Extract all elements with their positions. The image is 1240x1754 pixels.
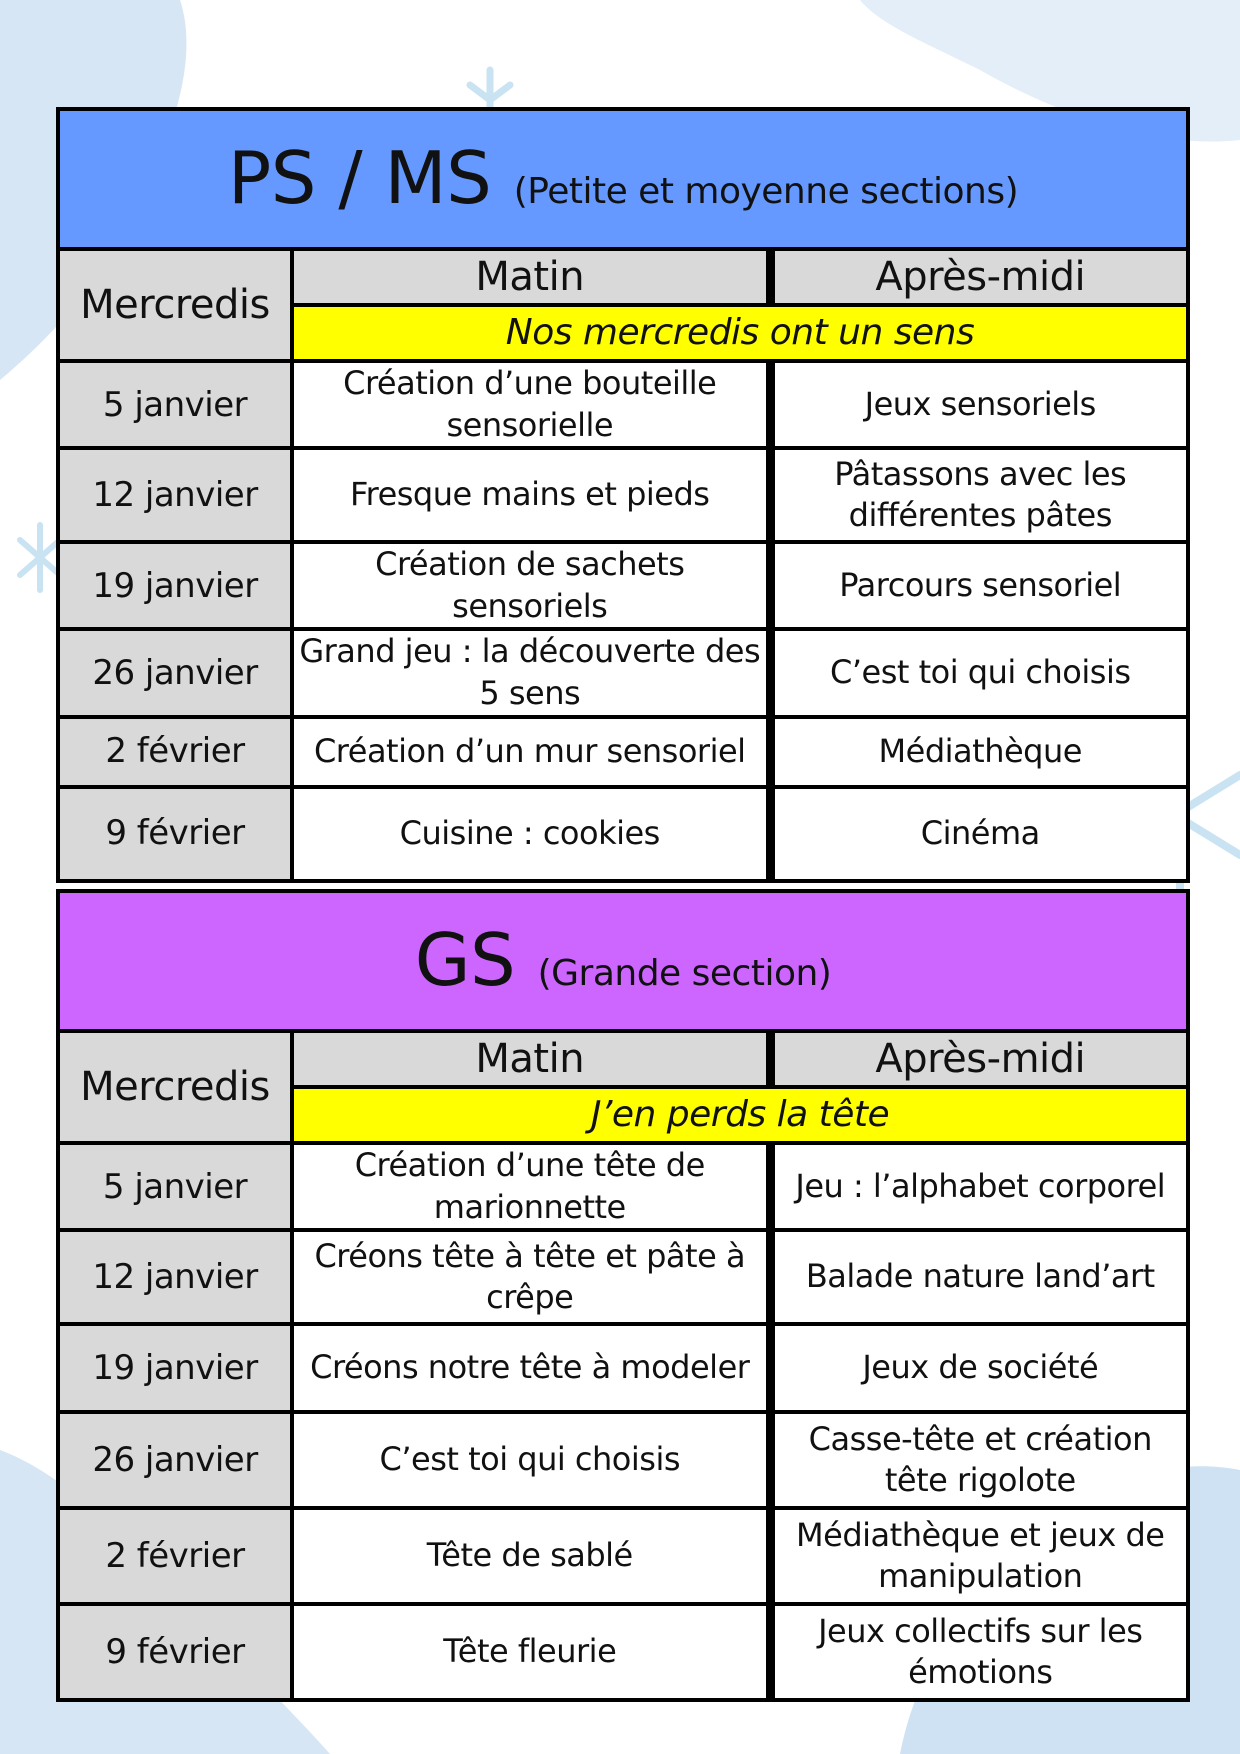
day-column-header: Mercredis [58, 249, 292, 361]
afternoon-activity: Parcours sensoriel [770, 542, 1188, 629]
schedule-table-ps-ms [56, 107, 1190, 883]
section-header-row [58, 109, 1188, 249]
morning-column-header: Matin [292, 1031, 770, 1087]
theme-banner: J’en perds la tête [292, 1087, 1188, 1143]
date-cell: 26 janvier [58, 629, 292, 716]
afternoon-activity: C’est toi qui choisis [770, 629, 1188, 716]
date-cell: 5 janvier [58, 361, 292, 448]
date-cell: 12 janvier [58, 448, 292, 542]
section-title-main: GS [414, 918, 516, 1003]
date-cell: 19 janvier [58, 1324, 292, 1412]
table-row [58, 1508, 1188, 1604]
table-row [58, 787, 1188, 881]
date-cell: 19 janvier [58, 542, 292, 629]
afternoon-column-header: Après-midi [770, 1031, 1188, 1087]
date-cell: 2 février [58, 717, 292, 787]
table-row [58, 361, 1188, 448]
morning-activity: Cuisine : cookies [292, 787, 770, 881]
table-row [58, 542, 1188, 629]
date-cell: 5 janvier [58, 1143, 292, 1230]
afternoon-activity: Médiathèque et jeux de manipulation [770, 1508, 1188, 1604]
date-cell: 2 février [58, 1508, 292, 1604]
morning-activity: Créons notre tête à modeler [292, 1324, 770, 1412]
afternoon-activity: Pâtassons avec les différentes pâtes [770, 448, 1188, 542]
snowflake-icon-top [470, 70, 510, 110]
table-row [58, 1230, 1188, 1324]
date-cell: 9 février [58, 787, 292, 881]
afternoon-activity: Médiathèque [770, 717, 1188, 787]
section-subtitle: (Grande section) [537, 953, 832, 995]
section-title [58, 891, 1188, 1031]
morning-activity: Création d’un mur sensoriel [292, 717, 770, 787]
morning-activity: C’est toi qui choisis [292, 1412, 770, 1508]
table-row [58, 1143, 1188, 1230]
day-column-header: Mercredis [58, 1031, 292, 1143]
morning-activity: Création de sachets sensoriels [292, 542, 770, 629]
afternoon-activity: Casse-tête et création tête rigolote [770, 1412, 1188, 1508]
table-row [58, 448, 1188, 542]
morning-activity: Tête fleurie [292, 1604, 770, 1700]
section-title-main: PS / MS [227, 136, 492, 221]
morning-activity: Tête de sablé [292, 1508, 770, 1604]
section-subtitle: (Petite et moyenne sections) [513, 171, 1019, 213]
date-cell: 26 janvier [58, 1412, 292, 1508]
morning-column-header: Matin [292, 249, 770, 305]
afternoon-activity: Balade nature land’art [770, 1230, 1188, 1324]
table-row [58, 629, 1188, 716]
table-row [58, 1604, 1188, 1700]
afternoon-activity: Jeu : l’alphabet corporel [770, 1143, 1188, 1230]
afternoon-activity: Jeux de société [770, 1324, 1188, 1412]
column-header-row [58, 249, 1188, 305]
morning-activity: Création d’une tête de marionnette [292, 1143, 770, 1230]
schedule-table-gs [56, 889, 1190, 1702]
morning-activity: Fresque mains et pieds [292, 448, 770, 542]
date-cell: 12 janvier [58, 1230, 292, 1324]
section-title [58, 109, 1188, 249]
date-cell: 9 février [58, 1604, 292, 1700]
morning-activity: Création d’une bouteille sensorielle [292, 361, 770, 448]
afternoon-activity: Jeux collectifs sur les émotions [770, 1604, 1188, 1700]
section-header-row [58, 891, 1188, 1031]
table-row [58, 1324, 1188, 1412]
table-row [58, 1412, 1188, 1508]
afternoon-column-header: Après-midi [770, 249, 1188, 305]
morning-activity: Créons tête à tête et pâte à crêpe [292, 1230, 770, 1324]
morning-activity: Grand jeu : la découverte des 5 sens [292, 629, 770, 716]
afternoon-activity: Cinéma [770, 787, 1188, 881]
table-row [58, 717, 1188, 787]
afternoon-activity: Jeux sensoriels [770, 361, 1188, 448]
snowflake-icon-left [20, 525, 60, 590]
theme-banner: Nos mercredis ont un sens [292, 305, 1188, 361]
column-header-row [58, 1031, 1188, 1087]
